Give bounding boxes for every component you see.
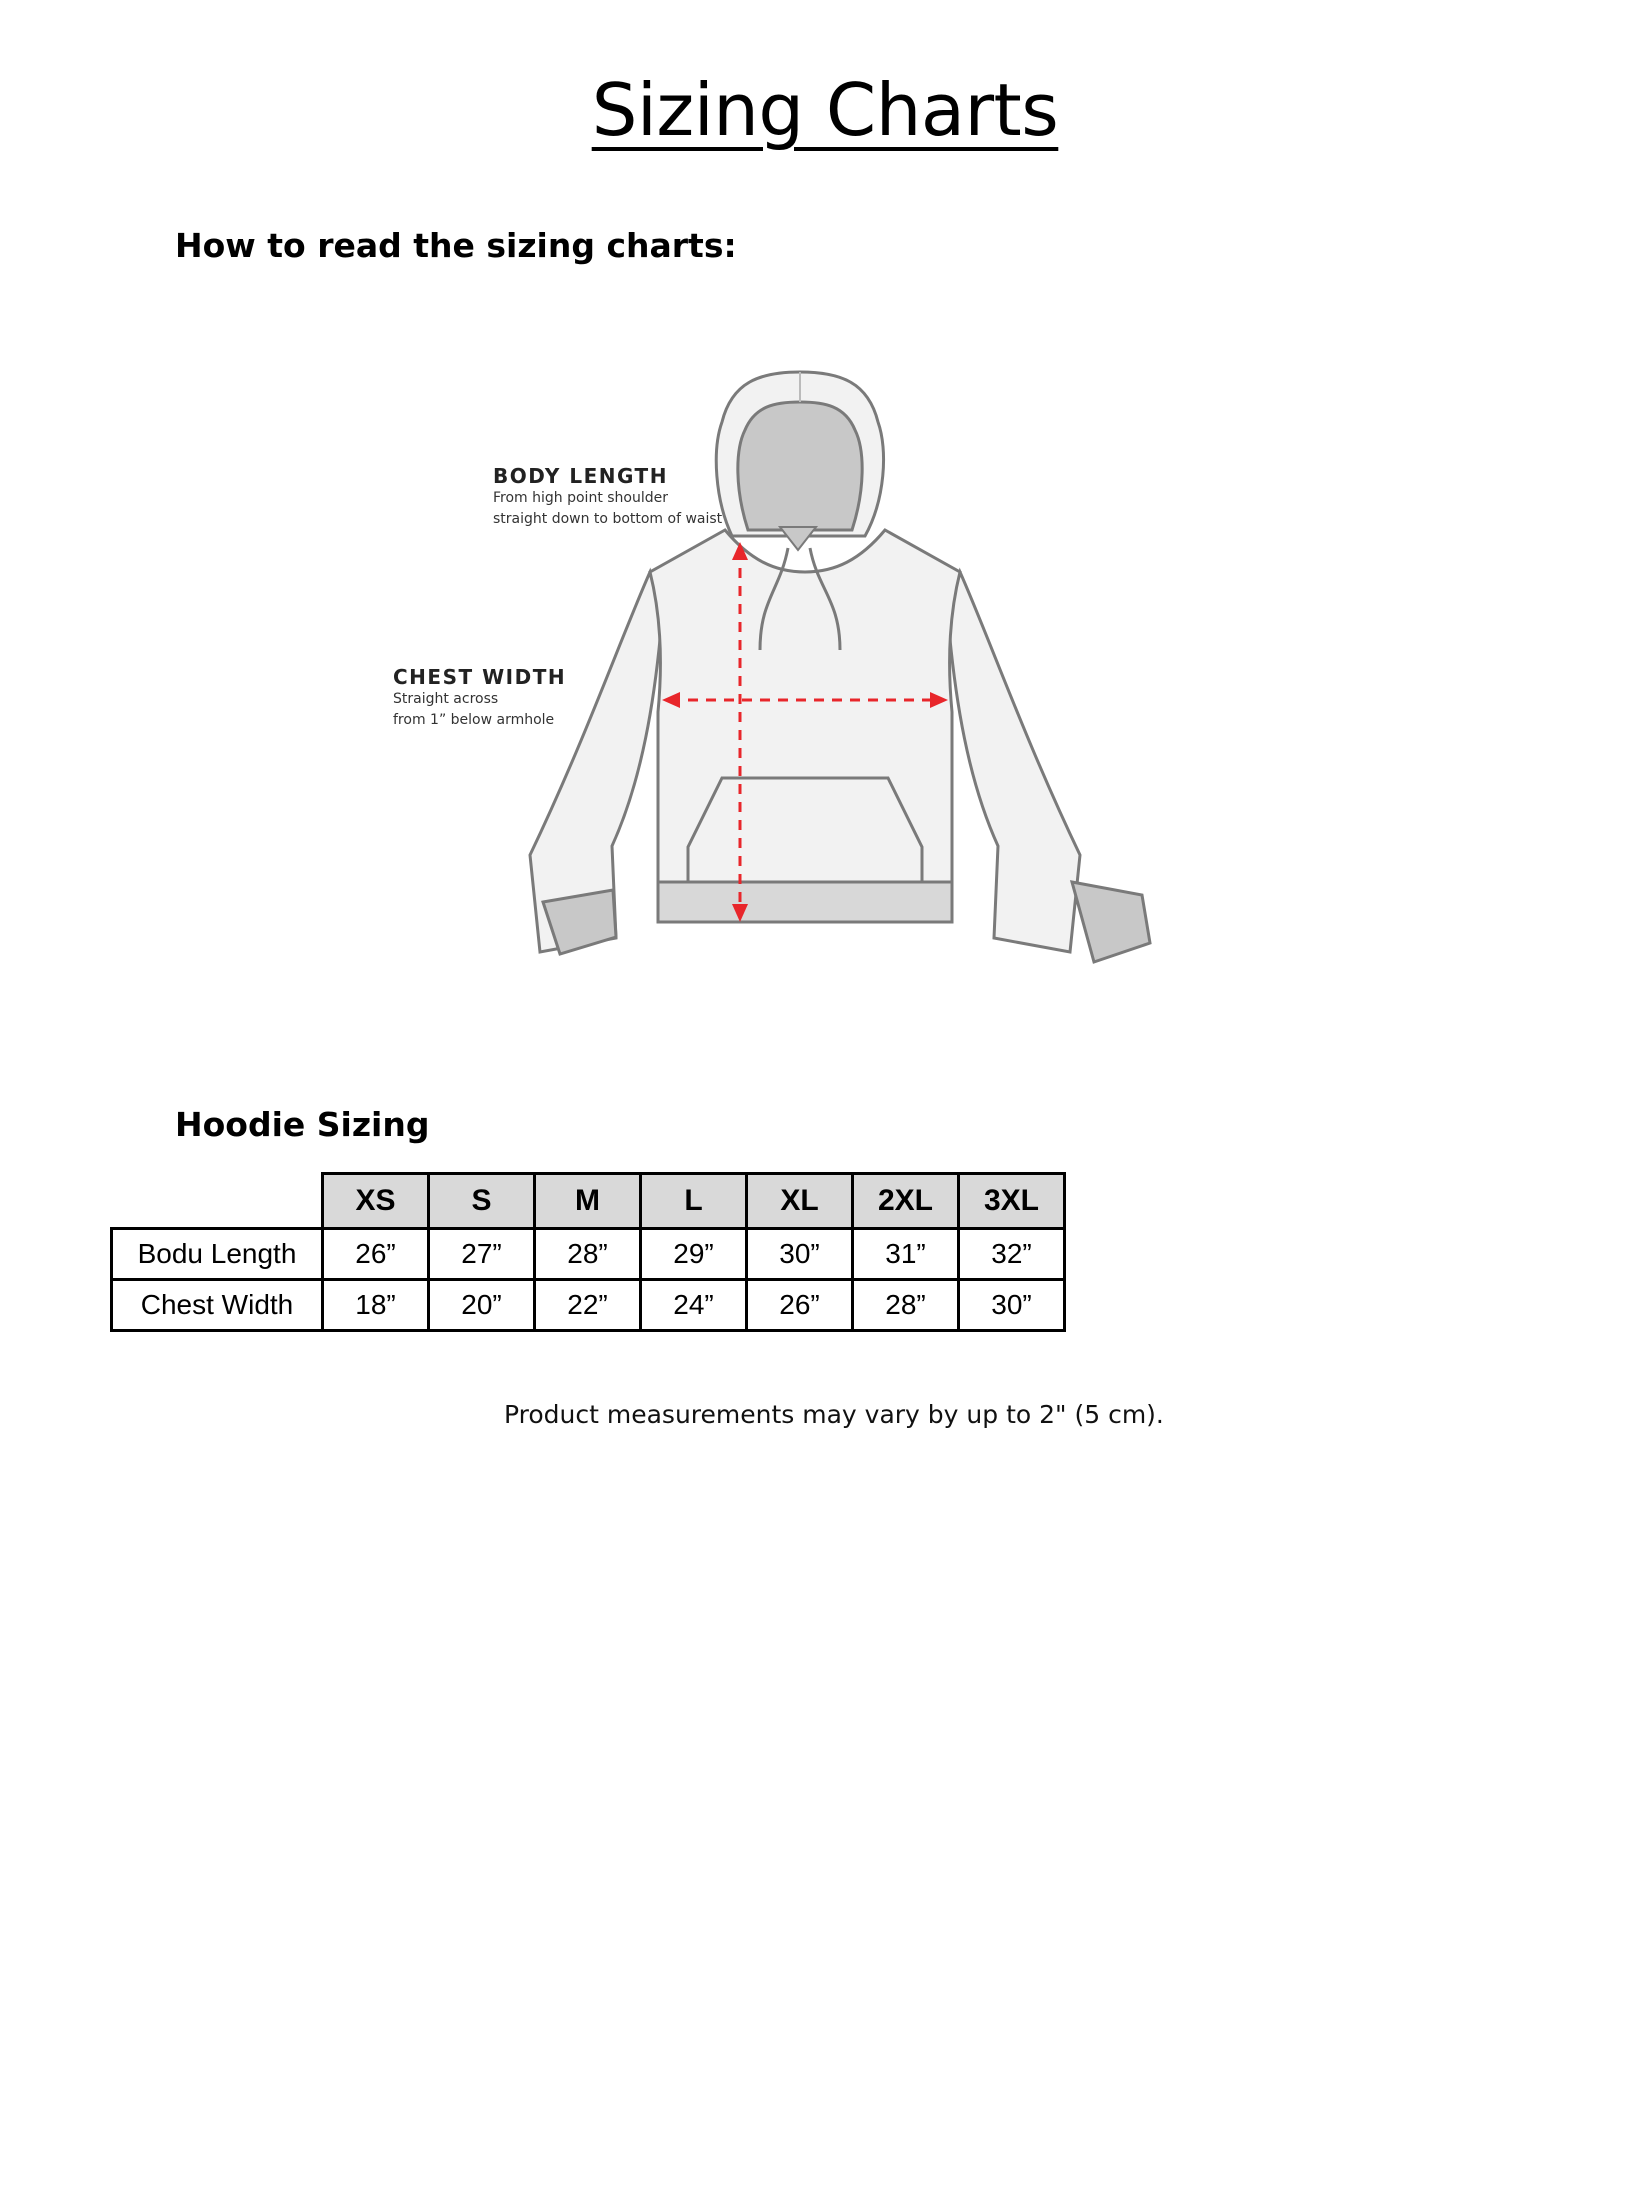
row-label: Chest Width bbox=[112, 1280, 323, 1331]
hoodie-neckline bbox=[780, 527, 816, 550]
table-cell: 22” bbox=[535, 1280, 641, 1331]
table-corner-cell bbox=[112, 1174, 323, 1229]
hoodie-waistband bbox=[658, 882, 952, 922]
table-cell: 32” bbox=[959, 1229, 1065, 1280]
size-header: XS bbox=[323, 1174, 429, 1229]
chest-width-label bbox=[393, 665, 566, 731]
table-cell: 30” bbox=[747, 1229, 853, 1280]
body-length-title: BODY LENGTH bbox=[493, 464, 668, 488]
measurement-note: Product measurements may vary by up to 2" (5 cm). bbox=[504, 1400, 1164, 1429]
size-header: L bbox=[641, 1174, 747, 1229]
size-header: S bbox=[429, 1174, 535, 1229]
body-length-label bbox=[493, 464, 722, 530]
size-header: M bbox=[535, 1174, 641, 1229]
table-cell: 20” bbox=[429, 1280, 535, 1331]
hoodie-body bbox=[650, 530, 960, 922]
table-row bbox=[112, 1229, 1065, 1280]
how-to-read-heading: How to read the sizing charts: bbox=[175, 226, 737, 265]
hoodie-size-table bbox=[110, 1172, 1066, 1332]
table-cell: 26” bbox=[323, 1229, 429, 1280]
table-cell: 28” bbox=[535, 1229, 641, 1280]
table-cell: 30” bbox=[959, 1280, 1065, 1331]
table-row bbox=[112, 1280, 1065, 1331]
hoodie-right-cuff bbox=[1072, 882, 1150, 962]
row-label: Bodu Length bbox=[112, 1229, 323, 1280]
size-header: XL bbox=[747, 1174, 853, 1229]
body-length-desc-2: straight down to bottom of waist bbox=[493, 511, 723, 527]
hoodie-sizing-heading: Hoodie Sizing bbox=[175, 1105, 430, 1144]
page-title: Sizing Charts bbox=[591, 68, 1059, 152]
table-header-row bbox=[112, 1174, 1065, 1229]
size-header: 2XL bbox=[853, 1174, 959, 1229]
table-cell: 24” bbox=[641, 1280, 747, 1331]
hoodie-right-sleeve bbox=[948, 572, 1080, 952]
table-cell: 26” bbox=[747, 1280, 853, 1331]
table-cell: 29” bbox=[641, 1229, 747, 1280]
chest-width-title: CHEST WIDTH bbox=[393, 665, 567, 689]
table-cell: 31” bbox=[853, 1229, 959, 1280]
body-length-desc-1: From high point shoulder bbox=[493, 490, 669, 506]
hoodie-measurement-diagram bbox=[380, 360, 1180, 1020]
table-cell: 28” bbox=[853, 1280, 959, 1331]
size-header: 3XL bbox=[959, 1174, 1065, 1229]
chest-width-desc-1: Straight across bbox=[393, 691, 499, 707]
chest-width-desc-2: from 1” below armhole bbox=[393, 712, 555, 728]
hoodie-hood-inner bbox=[738, 402, 862, 530]
table-cell: 27” bbox=[429, 1229, 535, 1280]
table-cell: 18” bbox=[323, 1280, 429, 1331]
